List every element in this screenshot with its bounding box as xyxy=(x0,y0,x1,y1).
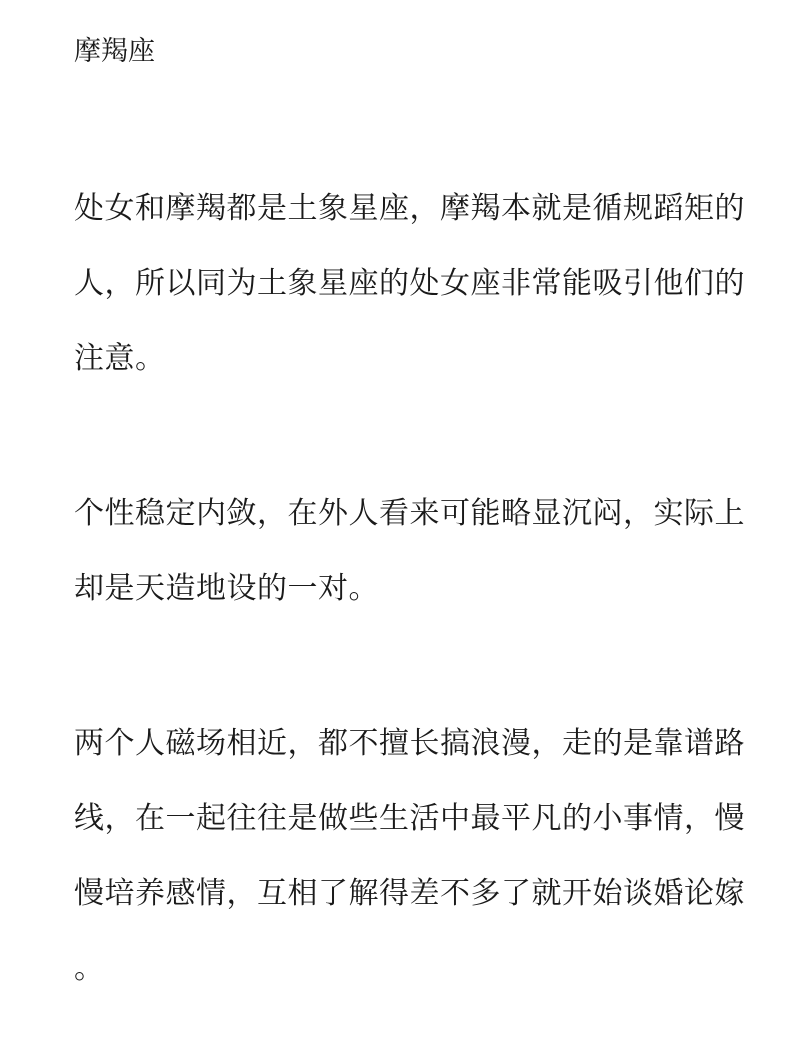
document-title: 摩羯座 xyxy=(74,36,155,67)
paragraph-line: 慢培养感情，互相了解得差不多了就开始谈婚论嫁 xyxy=(74,876,745,911)
paragraph-line: 人，所以同为土象星座的处女座非常能吸引他们的 xyxy=(74,266,745,301)
paragraph-line: 却是天造地设的一对。 xyxy=(74,571,379,606)
paragraph-line: 个性稳定内敛，在外人看来可能略显沉闷，实际上 xyxy=(74,496,745,531)
paragraph-line: 线，在一起往往是做些生活中最平凡的小事情，慢 xyxy=(74,801,745,836)
paragraph-line: 处女和摩羯都是土象星座，摩羯本就是循规蹈矩的 xyxy=(74,191,745,226)
paragraph-line: 注意。 xyxy=(74,341,166,376)
paragraph-line: 。 xyxy=(74,951,105,986)
paragraph-line: 两个人磁场相近，都不擅长搞浪漫，走的是靠谱路 xyxy=(74,726,745,761)
